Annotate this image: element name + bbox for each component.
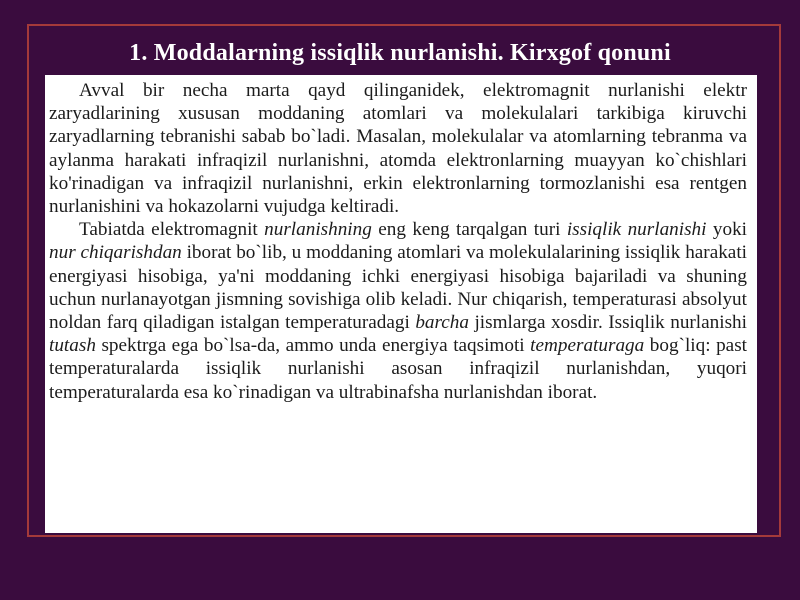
paragraph-2-italic-term: issiqlik nurlanishi	[566, 219, 707, 241]
paragraph-2-run: jismlarga xosdir. Issiqlik nurlanishi	[468, 312, 747, 334]
paragraph-2-run: eng keng tarqalgan turi	[371, 219, 567, 241]
paragraph-2-run: iborat bo`lib, u moddaning atomlari va molekulalarining issiqlik harakati energiyasi hisobiga, ya'ni moddaning ichki energiyasi hisobiga bajariladi va shuning uchun nurlanayotgan jismning sovishiga olib keladi. Nur chiqarish, temperaturasi absolyut noldan farq qiladigan istalgan temperaturadagi	[49, 242, 747, 334]
paragraph-2-italic-term: nurlanishning	[264, 219, 372, 241]
paragraph-2-italic-term: barcha	[415, 312, 469, 334]
paragraph-2-run: bog`liq: past temperaturalarda issiqlik nurlanishi asosan infraqizil nurlanishdan, yuqori temperaturalarda esa ko`rinadigan va ultrabinafsha nurlanishdan iborat.	[49, 335, 747, 403]
paragraph-2-run: spektrga ega bo`lsa-da, ammo unda energiya taqsimoti	[95, 335, 531, 357]
paragraph-2-run: Tabiatda elektromagnit	[79, 219, 265, 241]
paragraph-2	[49, 218, 747, 404]
paragraph-2-italic-term: nur chiqarishdan	[49, 242, 182, 264]
slide-title: 1. Moddalarning issiqlik nurlanishi. Kirxgof qonuni	[129, 40, 671, 66]
paragraph-1	[49, 79, 747, 218]
paragraph-2-italic-term: temperaturaga	[530, 335, 645, 357]
paragraph-2-run: yoki	[706, 219, 748, 241]
paragraph-2-italic-term: tutash	[49, 335, 96, 357]
scanned-text-page	[45, 75, 757, 533]
paragraph-1-text: Avval bir necha marta qayd qilinganidek, elektromagnit nurlanishi elektr zaryadlarining xususan moddaning atomlari va molekulalari tarkibiga kiruvchi zaryadlarning tebranishi sabab bo`ladi. Masalan, molekulalar va atomlarning tebranma va aylanma harakati infraqizil nurlanishni, atomda elektronlarning muayyan ko`chishlari ko'rinadigan va infraqizil nurlanishni, erkin elektronlarning tormozlanishi esa rentgen nurlanishini va hokazolarni vujudga keltiradi.	[49, 80, 747, 218]
